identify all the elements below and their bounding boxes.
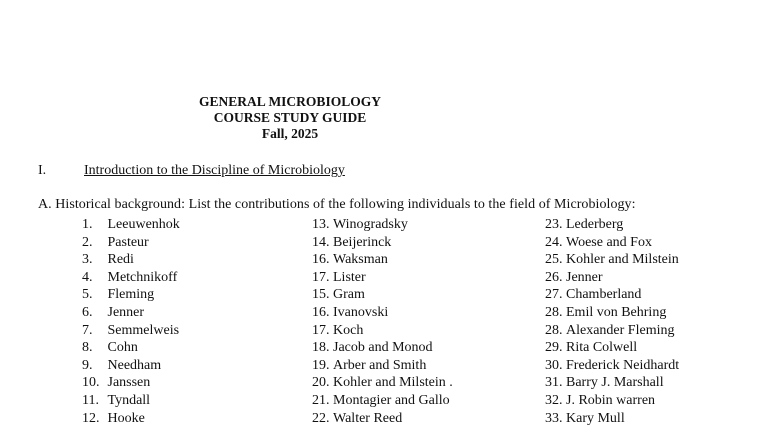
section-title: Introduction to the Discipline of Microbiology xyxy=(84,163,345,178)
list-item-name: Chamberland xyxy=(566,287,642,303)
list-item-number: 17. xyxy=(312,269,330,285)
list-item-name: Koch xyxy=(333,322,364,338)
title-line-2: COURSE STUDY GUIDE xyxy=(213,110,367,125)
list-item-name: Beijerinck xyxy=(333,234,392,250)
list-item xyxy=(545,304,679,322)
list-item-number: 9. xyxy=(82,357,93,373)
list-item-name: Jenner xyxy=(566,269,603,285)
list-item-number: 18. xyxy=(312,340,330,356)
list-item-number: 5. xyxy=(82,287,93,303)
list-item xyxy=(82,216,180,234)
list-item xyxy=(312,286,453,304)
list-item xyxy=(312,357,453,375)
list-item xyxy=(545,410,679,428)
list-item xyxy=(545,339,679,357)
list-item-name: Lister xyxy=(333,269,366,285)
list-item-number: 13. xyxy=(312,217,330,232)
list-item xyxy=(82,374,180,392)
list-item-number: 4. xyxy=(82,269,93,285)
list-item-name: J. Robin warren xyxy=(566,392,656,408)
list-item xyxy=(82,286,180,304)
list-item xyxy=(545,234,679,252)
list-item xyxy=(312,410,453,428)
list-item xyxy=(82,251,180,269)
list-item-number: 7. xyxy=(82,322,93,338)
list-item xyxy=(545,286,679,304)
list-item xyxy=(82,269,180,287)
list-item-number: 20. xyxy=(312,375,330,391)
list-item-number: 26. xyxy=(545,269,563,285)
list-item-name: Barry J. Marshall xyxy=(566,375,664,391)
list-item-name: Redi xyxy=(107,252,134,268)
title-line-1: GENERAL MICROBIOLOGY xyxy=(199,94,381,109)
list-item-name: Frederick Neidhardt xyxy=(566,357,680,373)
list-item-number: 27. xyxy=(545,287,563,303)
list-item-number: 21. xyxy=(312,392,330,408)
list-item-number: 29. xyxy=(545,340,563,356)
list-item-number: 30. xyxy=(545,357,563,373)
list-item-name: Ivanovski xyxy=(333,304,389,320)
list-item-name: Needham xyxy=(107,357,162,373)
list-item-name: Waksman xyxy=(333,252,388,268)
list-item xyxy=(82,410,180,428)
list-item-number: 6. xyxy=(82,304,93,320)
section-number: I. xyxy=(38,163,47,178)
list-item-number: 22. xyxy=(312,410,330,426)
names-column-1 xyxy=(82,216,180,427)
list-item-name: Gram xyxy=(333,287,365,303)
subsection-instruction: A. Historical background: List the contributions of the following individuals to the field of Microbiology: xyxy=(38,197,636,212)
list-item-number: 24. xyxy=(545,234,563,250)
list-item xyxy=(545,392,679,410)
list-item-number: 10. xyxy=(82,375,100,391)
list-item xyxy=(82,339,180,357)
list-item-number: 28. xyxy=(545,304,563,320)
list-item xyxy=(312,322,453,340)
list-item-number: 31. xyxy=(545,375,563,391)
names-column-2 xyxy=(312,216,453,427)
list-item xyxy=(545,322,679,340)
list-item-name: Metchnikoff xyxy=(107,269,178,285)
list-item-number: 32. xyxy=(545,392,563,408)
list-item-name: Emil von Behring xyxy=(566,304,667,320)
list-item-name: Jacob and Monod xyxy=(333,340,433,356)
list-item-name: Fleming xyxy=(107,287,155,303)
list-item-name: Winogradsky xyxy=(333,217,408,232)
list-item xyxy=(545,357,679,375)
list-item-number: 33. xyxy=(545,410,563,426)
list-item xyxy=(545,269,679,287)
list-item-number: 3. xyxy=(82,252,93,268)
list-item xyxy=(82,234,180,252)
list-item xyxy=(82,392,180,410)
list-item-number: 28. xyxy=(545,322,563,338)
list-item-name: Leeuwenhok xyxy=(107,217,180,232)
names-column-3 xyxy=(545,216,679,427)
list-item xyxy=(545,374,679,392)
list-item-number: 1. xyxy=(82,217,93,232)
list-item-number: 19. xyxy=(312,357,330,373)
list-item-number: 2. xyxy=(82,234,93,250)
list-item-name: Woese and Fox xyxy=(566,234,652,250)
list-item xyxy=(312,216,453,234)
list-item xyxy=(312,234,453,252)
list-item xyxy=(82,357,180,375)
list-item-name: Cohn xyxy=(107,340,138,356)
list-item-number: 12. xyxy=(82,410,100,426)
list-item-name: Kary Mull xyxy=(566,410,625,426)
list-item-name: Hooke xyxy=(107,410,145,426)
list-item-name: Lederberg xyxy=(566,217,624,232)
list-item xyxy=(312,392,453,410)
list-item xyxy=(312,304,453,322)
list-item-number: 11. xyxy=(82,392,99,408)
list-item xyxy=(82,322,180,340)
list-item-number: 25. xyxy=(545,252,563,268)
list-item-name: Tyndall xyxy=(107,392,151,408)
list-item xyxy=(312,251,453,269)
list-item-name: Janssen xyxy=(107,375,151,391)
list-item-name: Alexander Fleming xyxy=(566,322,675,338)
list-item-name: Kohler and Milstein . xyxy=(333,375,453,391)
list-item-number: 17. xyxy=(312,322,330,338)
list-item-number: 16. xyxy=(312,252,330,268)
list-item-name: Montagier and Gallo xyxy=(333,392,450,408)
list-item xyxy=(312,374,453,392)
list-item-number: 23. xyxy=(545,217,563,232)
list-item-name: Walter Reed xyxy=(333,410,403,426)
list-item xyxy=(82,304,180,322)
list-item xyxy=(312,269,453,287)
list-item-number: 14. xyxy=(312,234,330,250)
list-item-number: 16. xyxy=(312,304,330,320)
list-item-name: Jenner xyxy=(107,304,145,320)
document-title xyxy=(150,94,430,142)
list-item-name: Kohler and Milstein xyxy=(566,252,679,268)
list-item-name: Arber and Smith xyxy=(333,357,427,373)
list-item-name: Pasteur xyxy=(107,234,149,250)
list-item xyxy=(545,216,679,234)
list-item-number: 15. xyxy=(312,287,330,303)
list-item xyxy=(312,339,453,357)
list-item-name: Rita Colwell xyxy=(566,340,638,356)
title-line-3: Fall, 2025 xyxy=(261,126,319,141)
list-item xyxy=(545,251,679,269)
list-item-name: Semmelweis xyxy=(107,322,180,338)
list-item-number: 8. xyxy=(82,340,93,356)
